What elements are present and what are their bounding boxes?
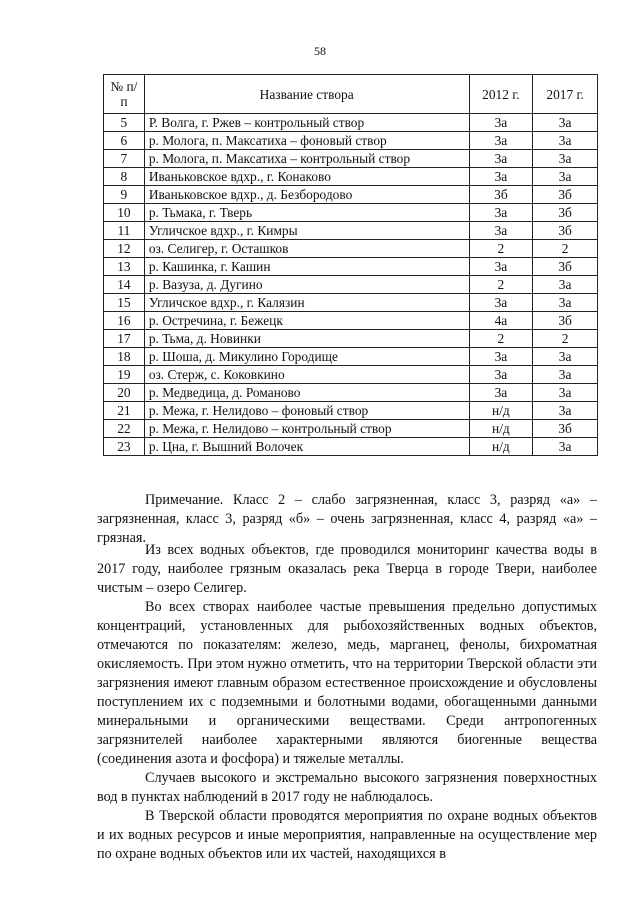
- row-2017: 3а: [533, 366, 598, 384]
- table-row: [104, 114, 598, 132]
- header-num: № п/п: [104, 75, 145, 114]
- row-name: р. Тьма, д. Новинки: [144, 330, 469, 348]
- row-2017: 3а: [533, 114, 598, 132]
- row-name: Р. Волга, г. Ржев – контрольный створ: [144, 114, 469, 132]
- row-name: Иваньковское вдхр., д. Безбородово: [144, 186, 469, 204]
- row-2017: 3б: [533, 258, 598, 276]
- row-2012: 3а: [469, 348, 533, 366]
- row-num: 20: [104, 384, 145, 402]
- table-note: [97, 491, 597, 548]
- table-row: [104, 240, 598, 258]
- paragraph: Во всех створах наиболее частые превышения предельно допустимых концентраций, установленных для рыбохозяйственных водных объектов, отмечаются по показателям: железо, медь, марганец, фенолы, бихроматная окисляемость. При этом нужно отметить, что на территории Тверской области эти загрязнения имеют главным образом естественное происхождение и обусловлены поступлением их с подземными и болотными водами, обогащенными данными минеральными и органическими веществами. Среди антропогенных загрязнителей наиболее характерными являются биогенные вещества (соединения азота и фосфора) и тяжелые металлы.: [97, 599, 597, 767]
- table-row: [104, 402, 598, 420]
- row-2012: 3а: [469, 294, 533, 312]
- note-text: Примечание. Класс 2 – слабо загрязненная, класс 3, разряд «а» – загрязненная, класс 3, разряд «б» – очень загрязненная, класс 4, разряд «а» – грязная.: [97, 492, 597, 546]
- header-2012: 2012 г.: [469, 75, 533, 114]
- row-name: р. Медведица, д. Романово: [144, 384, 469, 402]
- table-row: [104, 204, 598, 222]
- row-2012: 3а: [469, 258, 533, 276]
- row-2012: 3б: [469, 186, 533, 204]
- row-2017: 2: [533, 330, 598, 348]
- row-2017: 3а: [533, 294, 598, 312]
- table-body: [104, 114, 598, 456]
- page-number: 58: [314, 44, 326, 58]
- row-name: р. Кашинка, г. Кашин: [144, 258, 469, 276]
- row-2017: 3а: [533, 348, 598, 366]
- table-row: [104, 294, 598, 312]
- table-row: [104, 366, 598, 384]
- row-2012: 3а: [469, 366, 533, 384]
- row-num: 6: [104, 132, 145, 150]
- row-num: 11: [104, 222, 145, 240]
- row-2017: 3б: [533, 420, 598, 438]
- row-name: р. Межа, г. Нелидово – фоновый створ: [144, 402, 469, 420]
- header-2017: 2017 г.: [533, 75, 598, 114]
- row-2017: 3а: [533, 132, 598, 150]
- row-2017: 2: [533, 240, 598, 258]
- row-2012: 3а: [469, 132, 533, 150]
- body-text: [97, 541, 597, 864]
- row-2017: 3б: [533, 204, 598, 222]
- row-num: 8: [104, 168, 145, 186]
- row-name: р. Вазуза, д. Дугино: [144, 276, 469, 294]
- row-name: р. Остречина, г. Бежецк: [144, 312, 469, 330]
- row-2012: 3а: [469, 384, 533, 402]
- row-num: 13: [104, 258, 145, 276]
- row-2017: 3а: [533, 150, 598, 168]
- row-2012: 4а: [469, 312, 533, 330]
- row-num: 19: [104, 366, 145, 384]
- row-2012: 3а: [469, 150, 533, 168]
- row-num: 16: [104, 312, 145, 330]
- row-num: 14: [104, 276, 145, 294]
- table-row: [104, 150, 598, 168]
- row-name: р. Цна, г. Вышний Волочек: [144, 438, 469, 456]
- row-num: 22: [104, 420, 145, 438]
- row-2012: 3а: [469, 222, 533, 240]
- row-num: 21: [104, 402, 145, 420]
- row-num: 10: [104, 204, 145, 222]
- table-row: [104, 168, 598, 186]
- row-2017: 3б: [533, 222, 598, 240]
- row-num: 17: [104, 330, 145, 348]
- row-2017: 3а: [533, 384, 598, 402]
- table-row: [104, 312, 598, 330]
- table-row: [104, 258, 598, 276]
- row-num: 5: [104, 114, 145, 132]
- row-name: Угличское вдхр., г. Кимры: [144, 222, 469, 240]
- row-2012: н/д: [469, 438, 533, 456]
- water-quality-table: [103, 74, 598, 456]
- row-name: оз. Стерж, с. Коковкино: [144, 366, 469, 384]
- row-2012: 3а: [469, 204, 533, 222]
- paragraph: Случаев высокого и экстремально высокого загрязнения поверхностных вод в пунктах наблюдений в 2017 году не наблюдалось.: [97, 770, 597, 805]
- row-name: р. Тьмака, г. Тверь: [144, 204, 469, 222]
- row-num: 15: [104, 294, 145, 312]
- row-name: Угличское вдхр., г. Калязин: [144, 294, 469, 312]
- row-name: р. Шоша, д. Микулино Городище: [144, 348, 469, 366]
- row-num: 23: [104, 438, 145, 456]
- table-row: [104, 348, 598, 366]
- table-row: [104, 276, 598, 294]
- row-2012: н/д: [469, 420, 533, 438]
- table-row: [104, 438, 598, 456]
- row-name: оз. Селигер, г. Осташков: [144, 240, 469, 258]
- row-2017: 3б: [533, 186, 598, 204]
- row-name: р. Межа, г. Нелидово – контрольный створ: [144, 420, 469, 438]
- table-row: [104, 222, 598, 240]
- row-2012: 3а: [469, 114, 533, 132]
- paragraph: В Тверской области проводятся мероприятия по охране водных объектов и их водных ресурсов и иные мероприятия, направленные на осуществление мер по охране водных объектов или их частей, находящихся в: [97, 808, 597, 862]
- row-2017: 3б: [533, 312, 598, 330]
- row-2012: 2: [469, 240, 533, 258]
- row-num: 12: [104, 240, 145, 258]
- table-row: [104, 330, 598, 348]
- table-header-row: [104, 75, 598, 114]
- row-name: р. Молога, п. Максатиха – фоновый створ: [144, 132, 469, 150]
- table-row: [104, 420, 598, 438]
- row-2017: 3а: [533, 402, 598, 420]
- row-num: 7: [104, 150, 145, 168]
- table-row: [104, 132, 598, 150]
- row-2012: 2: [469, 276, 533, 294]
- paragraph: Из всех водных объектов, где проводился мониторинг качества воды в 2017 году, наиболее грязным оказалась река Тверца в городе Твери, наиболее чистым – озеро Селигер.: [97, 542, 597, 596]
- row-2012: 2: [469, 330, 533, 348]
- table-row: [104, 186, 598, 204]
- table-row: [104, 384, 598, 402]
- row-num: 9: [104, 186, 145, 204]
- row-2017: 3а: [533, 168, 598, 186]
- row-2012: 3а: [469, 168, 533, 186]
- row-2017: 3а: [533, 276, 598, 294]
- row-2012: н/д: [469, 402, 533, 420]
- header-name: Название створа: [144, 75, 469, 114]
- row-name: Иваньковское вдхр., г. Конаково: [144, 168, 469, 186]
- row-2017: 3а: [533, 438, 598, 456]
- row-name: р. Молога, п. Максатиха – контрольный створ: [144, 150, 469, 168]
- row-num: 18: [104, 348, 145, 366]
